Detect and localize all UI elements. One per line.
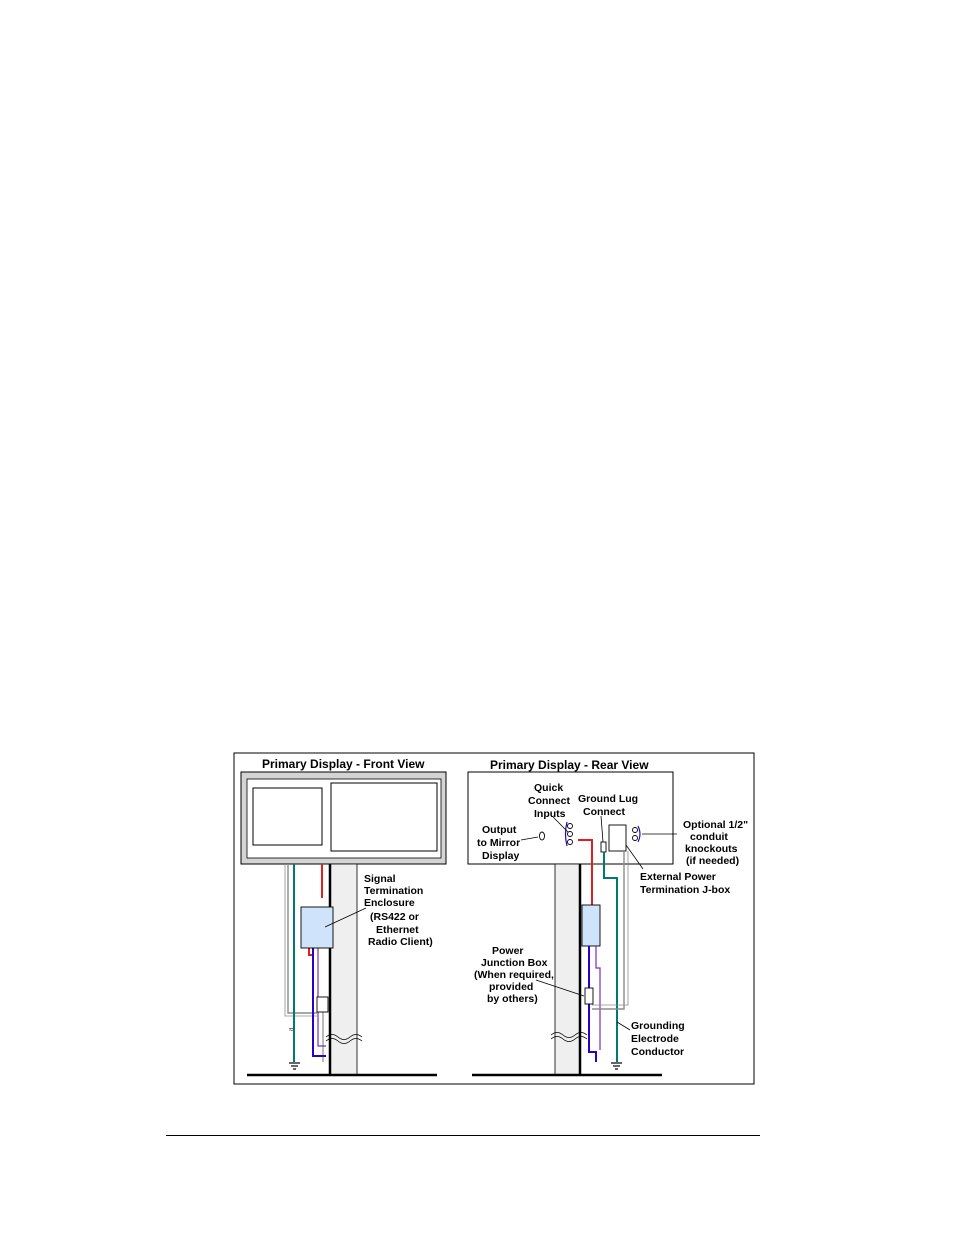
svg-text:Junction Box: Junction Box (481, 957, 548, 969)
svg-text:(When required,: (When required, (474, 969, 554, 981)
svg-text:Ethernet: Ethernet (376, 924, 419, 936)
footer-rule (166, 1135, 760, 1136)
output-mirror-connector (540, 832, 545, 840)
svg-text:Connect: Connect (583, 806, 625, 818)
svg-text:Optional 1/2": Optional 1/2" (683, 819, 749, 831)
svg-text:(RS422 or: (RS422 or (370, 911, 420, 923)
rear-pole (555, 864, 580, 1075)
front-display-panel-right (331, 783, 437, 851)
svg-text:Inputs: Inputs (534, 808, 566, 820)
svg-text:to Mirror: to Mirror (477, 837, 521, 849)
svg-text:Connect: Connect (528, 795, 570, 807)
svg-text:Radio Client): Radio Client) (368, 936, 433, 948)
svg-text:Quick: Quick (534, 782, 564, 794)
svg-text:Termination J-box: Termination J-box (640, 884, 731, 896)
svg-text:Output: Output (482, 824, 517, 836)
svg-text:provided: provided (489, 981, 534, 993)
svg-text:conduit: conduit (690, 831, 728, 843)
signal-termination-enclosure (301, 907, 333, 948)
svg-text:by others): by others) (487, 993, 538, 1005)
power-junction-box (585, 988, 593, 1004)
svg-text:Power: Power (492, 945, 524, 957)
svg-text:knockouts: knockouts (685, 843, 738, 855)
svg-text:Electrode: Electrode (631, 1033, 679, 1045)
svg-text:Display: Display (482, 850, 520, 862)
svg-text:Termination: Termination (364, 885, 424, 897)
svg-text:External Power: External Power (640, 871, 716, 883)
ground-lug (601, 842, 606, 852)
svg-text:Signal: Signal (364, 873, 396, 885)
front-display-panel-left (253, 788, 322, 845)
rear-signal-enclosure (582, 905, 600, 946)
svg-text:≈: ≈ (289, 1025, 294, 1034)
grounding-electrode-label (631, 1020, 685, 1058)
svg-text:Grounding: Grounding (631, 1020, 685, 1032)
external-power-jbox (609, 825, 626, 851)
svg-text:(if needed): (if needed) (686, 855, 740, 867)
rear-view-title: Primary Display - Rear View (490, 758, 649, 772)
svg-text:Conductor: Conductor (631, 1046, 685, 1058)
svg-text:Enclosure: Enclosure (364, 897, 415, 909)
front-view-title: Primary Display - Front View (262, 757, 425, 771)
svg-text:Ground Lug: Ground Lug (578, 793, 639, 805)
output-mirror-label (477, 824, 520, 862)
front-power-box (317, 997, 328, 1012)
